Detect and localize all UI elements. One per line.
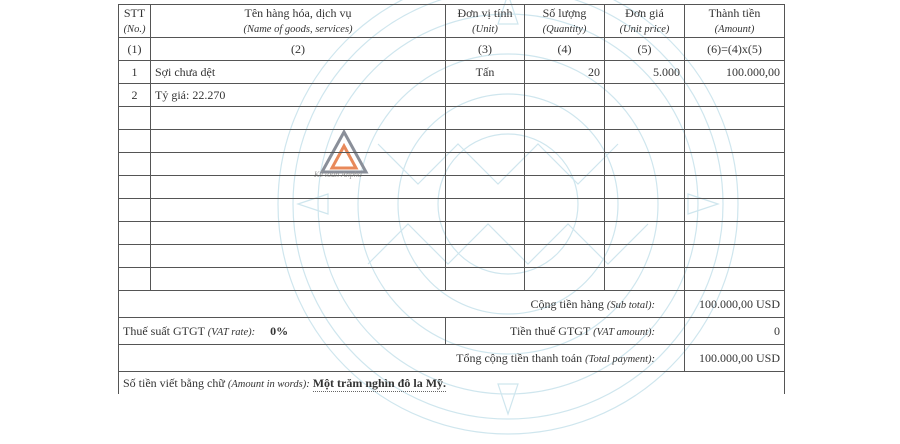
item-no: 1 xyxy=(119,61,151,84)
col-index-4: (4) xyxy=(525,38,605,61)
header-unit: Đơn vị tính xyxy=(446,5,525,22)
header-qty-en: (Quantity) xyxy=(525,21,605,38)
col-index-6: (6)=(4)x(5) xyxy=(685,38,785,61)
table-row xyxy=(119,61,785,84)
total-value: 100.000,00 USD xyxy=(685,345,785,372)
empty-row xyxy=(119,222,785,245)
item-amount xyxy=(685,84,785,107)
vat-amount-label: Tiền thuế GTGT xyxy=(510,323,591,338)
item-price: 5.000 xyxy=(605,61,685,84)
item-no: 2 xyxy=(119,84,151,107)
col-index-1: (1) xyxy=(119,38,151,61)
invoice-table xyxy=(118,4,785,394)
column-index-row xyxy=(119,38,785,61)
item-amount: 100.000,00 xyxy=(685,61,785,84)
header-name-en: (Name of goods, services) xyxy=(151,21,446,38)
item-unit: Tấn xyxy=(446,61,525,84)
item-qty xyxy=(525,84,605,107)
vat-row xyxy=(119,318,785,345)
subtotal-value: 100.000,00 USD xyxy=(685,291,785,318)
total-label: Tổng cộng tiền thanh toán xyxy=(456,350,583,365)
invoice-page xyxy=(118,4,785,406)
in-words-value: Một trăm nghìn đô la Mỹ. xyxy=(312,375,447,390)
logo-text: Kế toán Anpha xyxy=(314,170,362,179)
total-row xyxy=(119,345,785,372)
subtotal-label: Cộng tiền hàng xyxy=(530,296,604,311)
subtotal-label-en: (Sub total): xyxy=(606,299,655,311)
empty-row xyxy=(119,153,785,176)
in-words-label-en: (Amount in words): xyxy=(227,378,310,390)
item-name: Sợi chưa dệt xyxy=(151,61,446,84)
header-amount: Thành tiền xyxy=(685,5,785,22)
amount-in-words-row xyxy=(119,372,785,395)
header-name: Tên hàng hóa, dịch vụ xyxy=(151,5,446,22)
item-name: Tỷ giá: 22.270 xyxy=(151,84,446,107)
subtotal-row xyxy=(119,291,785,318)
header-row-en xyxy=(119,21,785,38)
header-stt-en: (No.) xyxy=(119,21,151,38)
header-stt: STT xyxy=(119,5,151,22)
empty-row xyxy=(119,176,785,199)
vat-amount-label-en: (VAT amount): xyxy=(593,326,655,338)
empty-row xyxy=(119,130,785,153)
item-qty: 20 xyxy=(525,61,605,84)
col-index-3: (3) xyxy=(446,38,525,61)
header-amount-en: (Amount) xyxy=(685,21,785,38)
item-unit xyxy=(446,84,525,107)
header-price-en: (Unit price) xyxy=(605,21,685,38)
empty-row xyxy=(119,245,785,268)
vat-rate-value: 0% xyxy=(270,323,289,338)
table-row xyxy=(119,84,785,107)
vat-rate-label-en: (VAT rate): xyxy=(207,326,256,338)
empty-row xyxy=(119,199,785,222)
item-price xyxy=(605,84,685,107)
vat-rate-label: Thuế suất GTGT xyxy=(123,323,205,338)
header-price: Đơn giá xyxy=(605,5,685,22)
empty-row xyxy=(119,268,785,291)
col-index-5: (5) xyxy=(605,38,685,61)
vat-amount-value: 0 xyxy=(685,318,785,345)
total-label-en: (Total payment): xyxy=(585,353,655,365)
header-row xyxy=(119,5,785,22)
col-index-2: (2) xyxy=(151,38,446,61)
in-words-label: Số tiền viết bằng chữ xyxy=(123,375,225,390)
empty-row xyxy=(119,107,785,130)
header-qty: Số lượng xyxy=(525,5,605,22)
header-unit-en: (Unit) xyxy=(446,21,525,38)
